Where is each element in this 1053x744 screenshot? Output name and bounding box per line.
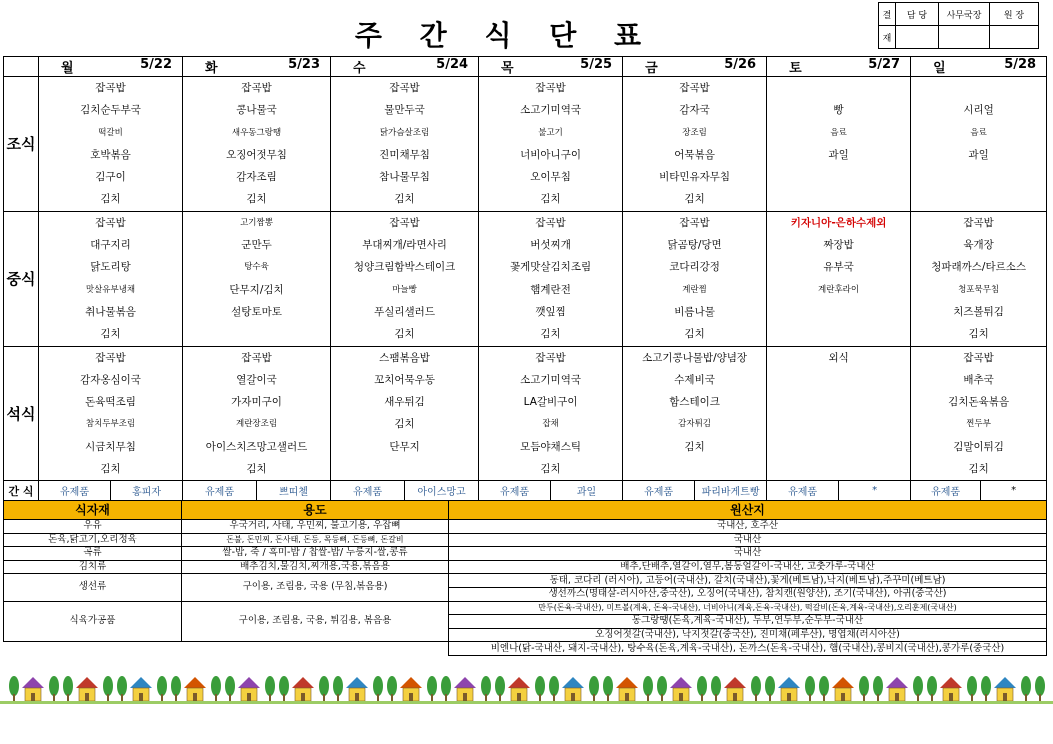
day-name: 토 [789,61,802,76]
menu-item: 잡채 [542,419,559,430]
menu-item: 계란후라이 [818,284,860,295]
tree-icon [265,676,275,701]
menu-cell [911,77,1047,212]
menu-item: 잡곡밥 [241,351,272,364]
tree-icon [387,676,397,701]
menu-item: 모듬야채스틱 [520,440,581,453]
tree-icon [819,676,829,701]
menu-cell [623,77,767,212]
menu-item: 김치 [394,193,415,206]
menu-item: 오징어젓무침 [226,148,287,161]
origin-source: 동태, 코다리 (러시아), 고등어(국내산), 갈치(국내산),꽃게(베트남),낙지(베트남),주꾸미(베트남) [449,574,1047,588]
origin-header-use: 용도 [182,501,449,520]
day-date: 5/23 [288,57,321,72]
tree-icon [279,676,289,701]
tree-icon [765,676,775,701]
menu-cell [479,211,623,346]
menu-item: 외식 [828,351,849,364]
snack-dairy: 유제품 [479,481,551,501]
menu-item: 꽃게맛살김치조림 [509,261,592,274]
menu-item: 잡곡밥 [679,82,710,94]
tree-icon [333,676,343,701]
snack-item: 파리바게트빵 [695,481,767,501]
tree-icon [927,676,937,701]
menu-item: 김치 [540,193,561,206]
origin-source: 국내산 [449,547,1047,561]
menu-cell [331,346,479,481]
menu-item: 잡곡밥 [535,351,566,364]
menu-item: 잡곡밥 [95,216,126,229]
menu-item: 유부국 [823,261,854,274]
day-name: 화 [205,61,218,76]
menu-item: 김치 [394,418,415,431]
breakfast-row [4,77,1047,212]
menu-item: 잡곡밥 [389,82,420,94]
menu-item: 가자미구이 [231,396,282,409]
day-name: 수 [353,61,366,76]
house-icon [76,677,98,701]
day-header [623,57,767,77]
menu-item: 아이스치즈망고샐러드 [205,440,308,453]
menu-cell [911,346,1047,481]
meal-label: 조식 [4,77,39,212]
day-name: 일 [933,61,946,76]
origin-use: 우국거리, 사태, 우민찌, 불고기용, 우잡뼈 [182,520,449,534]
tree-icon [481,676,491,701]
origin-table [3,500,1047,656]
origin-spacer [4,642,449,656]
day-header [911,57,1047,77]
menu-item: 비타민유자무침 [659,171,731,184]
village-decoration [0,672,1053,704]
origin-item: 생선류 [4,574,182,601]
origin-item: 곡류 [4,547,182,561]
menu-item: 잡곡밥 [95,82,126,94]
menu-item: 비름나물 [674,305,715,318]
snack-dairy: 유제품 [911,481,981,501]
day-header [39,57,183,77]
menu-item [767,369,910,391]
menu-item: 소고기미역국 [520,373,581,386]
menu-item: 김치 [246,193,267,206]
tree-icon [225,676,235,701]
menu-item [331,458,478,480]
tree-icon [751,676,761,701]
menu-item [767,301,910,323]
menu-cell [183,346,331,481]
menu-item [183,323,330,345]
corner-cell [4,57,39,77]
house-icon [346,677,368,701]
tree-icon [171,676,181,701]
origin-use: 돈불, 돈민찌, 돈사태, 돈등, 목등뼈, 돈등뼈, 돈갈비 [182,533,449,547]
menu-item: 마늘빵 [392,284,417,295]
menu-cell [767,346,911,481]
origin-source: 오징어젓갈(국내산), 낙지젓갈(중국산), 진미채(페루산), 명엽채(러시아산) [449,628,1047,642]
menu-item: 김말이튀김 [953,440,1004,453]
house-icon [724,677,746,701]
menu-item [767,413,910,435]
menu-cell [39,77,183,212]
menu-item: 참나물무침 [379,171,430,184]
menu-item: 햄계란전 [530,283,571,296]
menu-item: 김치 [968,328,989,341]
menu-item: 참치두부조림 [85,419,136,430]
menu-item: 닭곰탕/당면 [667,239,722,252]
house-icon [778,677,800,701]
menu-item: 돈육떡조림 [85,396,136,409]
day-header [331,57,479,77]
menu-item: 음료 [830,127,847,138]
house-icon [238,677,260,701]
approval-header: 담 당 [896,3,939,26]
menu-cell [331,211,479,346]
origin-item: 우유 [4,520,182,534]
lunch-row [4,211,1047,346]
menu-item: 너비아니구이 [520,148,581,161]
menu-item: 찐두부 [966,419,991,430]
origin-use: 구이용, 조림용, 국용 (무침,볶음용) [182,574,449,601]
snack-row [4,481,1047,501]
tree-icon [549,676,559,701]
house-icon [454,677,476,701]
tree-icon [49,676,59,701]
snack-dairy: 유제품 [39,481,111,501]
origin-source: 배추,단배추,열갈이,열무,봄동얼갈이-국내산, 고춧가루-국내산 [449,560,1047,574]
menu-cell [331,77,479,212]
snack-item: 과일 [551,481,623,501]
menu-item: 김구이 [95,171,126,184]
menu-cell [767,211,911,346]
menu-cell [479,77,623,212]
menu-item: 새우튀김 [384,396,425,409]
origin-item: 돈육,닭고기,오리정육 [4,533,182,547]
menu-item: 김치 [540,328,561,341]
menu-item: 김치돈육볶음 [948,396,1010,409]
menu-item: 시리얼 [963,104,994,117]
tree-icon [805,676,815,701]
menu-item: 코다리강정 [669,261,720,274]
house-icon [940,677,962,701]
meal-label: 중식 [4,211,39,346]
house-icon [508,677,530,701]
origin-source: 국내산, 호주산 [449,520,1047,534]
house-icon [994,677,1016,701]
menu-item [911,166,1046,188]
menu-item: 불고기 [538,127,563,138]
menu-item: 육개장 [963,239,994,252]
day-header [183,57,331,77]
menu-item: 장조림 [682,127,707,138]
house-icon [184,677,206,701]
tree-icon [9,676,19,701]
origin-header-origin: 원산지 [449,501,1047,520]
snack-label: 간 식 [4,481,39,501]
snack-item: * [839,481,911,501]
origin-use: 구이용, 조림용, 국용, 튀김용, 볶음용 [182,601,449,642]
origin-item: 김치류 [4,560,182,574]
snack-dairy: 유제품 [767,481,839,501]
tree-icon [319,676,329,701]
menu-item: 김치 [394,328,415,341]
menu-item: 청파래까스/타르소스 [931,261,1027,274]
menu-item: 김치 [684,328,705,341]
tree-icon [211,676,221,701]
menu-item: 김치 [684,440,705,453]
menu-item: 열갈이국 [236,373,277,386]
tree-icon [441,676,451,701]
house-icon [292,677,314,701]
menu-item: 김치 [684,193,705,206]
page-title: 주 간 식 단 표 [354,19,656,52]
house-icon [616,677,638,701]
menu-item [767,323,910,345]
menu-item: 군만두 [241,239,272,252]
approval-sign-cell [896,26,939,49]
snack-item: * [981,481,1047,501]
menu-item: 감자국 [679,104,710,117]
menu-item [911,188,1046,210]
menu-item: 맛살유부냉채 [85,284,136,295]
tree-icon [1021,676,1031,701]
menu-item [623,458,766,480]
menu-item: 고기짬뽕 [240,217,273,228]
origin-use: 배추김치,물김치,찌개용,국용,볶음용 [182,560,449,574]
house-icon [832,677,854,701]
menu-item: 김치 [100,328,121,341]
origin-item: 식육가공품 [4,601,182,642]
menu-item: 단무지 [389,440,420,453]
menu-item: 꼬치어묵우동 [374,373,435,386]
tree-icon [373,676,383,701]
tree-icon [873,676,883,701]
day-name: 금 [645,61,658,76]
approval-header: 사무국장 [939,3,990,26]
day-date: 5/27 [868,57,901,72]
menu-item: 김치 [540,463,561,476]
meal-label: 석식 [4,346,39,481]
tree-icon [63,676,73,701]
menu-item: 김치 [246,463,267,476]
tree-icon [603,676,613,701]
menu-item: 대구지리 [90,239,131,252]
snack-item: 홍피자 [111,481,183,501]
snack-item: 쁘띠첼 [257,481,331,501]
menu-item: 오이무침 [530,171,571,184]
menu-item: 잡곡밥 [963,351,994,364]
weekly-menu-table [3,56,1047,501]
menu-item [767,391,910,413]
menu-item: 빵 [833,104,844,117]
menu-item: 설탕토마토 [231,305,282,318]
origin-source: 동그랑땡(돈육,계육-국내산), 두부,연두부,순두부-국내산 [449,615,1047,629]
menu-item: 푸실리샐러드 [374,305,435,318]
menu-item: 감자튀김 [678,419,711,430]
menu-cell [767,77,911,212]
menu-cell [183,77,331,212]
tree-icon [495,676,505,701]
snack-dairy: 유제품 [331,481,405,501]
tree-icon [913,676,923,701]
menu-item: 잡곡밥 [963,216,994,229]
menu-item: 김치순두부국 [80,104,141,117]
menu-item: LA갈비구이 [523,396,578,409]
approval-header: 원 장 [990,3,1039,26]
menu-item: 김치 [100,193,121,206]
snack-dairy: 유제품 [623,481,695,501]
menu-item: 떡갈비 [98,127,123,138]
menu-item: 김치 [968,463,989,476]
menu-item: 소고기미역국 [520,104,581,117]
menu-item: 계란장조림 [235,419,278,430]
menu-cell [911,211,1047,346]
menu-item: 수제비국 [674,373,715,386]
menu-item: 감자조림 [236,171,277,184]
menu-cell [623,346,767,481]
origin-source: 비엔나(닭-국내산, 돼지-국내산), 탕수육(돈육,계육-국내산), 돈까스(돈육-국내산), 햄(국내산),콩비지(국내산),콩가루(중국산) [449,642,1047,656]
menu-item: 청양크림함박스테이크 [353,261,456,274]
menu-item [767,188,910,210]
snack-item: 아이스망고 [405,481,479,501]
house-icon [400,677,422,701]
menu-item [767,436,910,458]
menu-item: 깻잎찜 [535,305,566,318]
dinner-row [4,346,1047,481]
menu-item: 부대찌개/라면사리 [362,239,447,252]
snack-dairy: 유제품 [183,481,257,501]
tree-icon [697,676,707,701]
approval-label-bottom: 재 [879,26,896,49]
approval-label-top: 결 [879,3,896,26]
tree-icon [859,676,869,701]
menu-item: 잡곡밥 [389,216,420,229]
menu-item: 취나물볶음 [85,305,136,318]
menu-cell [183,211,331,346]
menu-item: 닭가슴살조림 [379,127,430,138]
tree-icon [117,676,127,701]
origin-use: 쌀-밥, 죽 / 흑미-밥 / 찹쌀-밥/ 누룽지-쌀,콩류 [182,547,449,561]
tree-icon [711,676,721,701]
tree-icon [535,676,545,701]
day-date: 5/24 [436,57,469,72]
origin-header-item: 식자재 [4,501,182,520]
menu-item: 짜장밥 [823,239,854,252]
approval-sign-cell [939,26,990,49]
menu-item [767,77,910,99]
menu-item: 진미채무침 [379,148,430,161]
menu-item: 새우동그랑땡 [231,127,282,138]
house-icon [22,677,44,701]
tree-icon [1035,676,1045,701]
menu-item: 청포묵무침 [958,284,1000,295]
menu-item: 감자옹심이국 [80,373,141,386]
menu-item: 물만두국 [384,104,425,117]
origin-source: 만두(돈육-국내산), 미트볼(계육, 돈육-국내산), 너비아니(계육,돈육-국내산), 떡갈비(돈육,계육-국내산),오리훈제(국내산) [449,601,1047,615]
menu-item: 김치 [100,463,121,476]
house-icon [886,677,908,701]
house-icon [670,677,692,701]
menu-cell [623,211,767,346]
tree-icon [643,676,653,701]
menu-item: 계란찜 [682,284,707,295]
day-date: 5/28 [1004,57,1037,72]
menu-item: 과일 [968,148,989,161]
house-icon [562,677,584,701]
menu-item: 잡곡밥 [535,216,566,229]
menu-item: 과일 [828,148,849,161]
menu-cell [479,346,623,481]
day-date: 5/22 [140,57,173,72]
menu-item: 잡곡밥 [95,351,126,364]
day-name: 월 [61,61,74,76]
menu-item: 호박볶음 [90,148,131,161]
tree-icon [427,676,437,701]
approval-box [878,2,1039,49]
day-date: 5/26 [724,57,757,72]
tree-icon [967,676,977,701]
ground-strip [0,701,1053,704]
tree-icon [589,676,599,701]
menu-cell [39,211,183,346]
day-header [767,57,911,77]
menu-item: 어묵볶음 [674,148,715,161]
menu-item: 잡곡밥 [241,82,272,94]
menu-item: 치즈볼튀김 [953,305,1004,318]
menu-item [767,166,910,188]
tree-icon [157,676,167,701]
day-date: 5/25 [580,57,613,72]
menu-item: 버섯찌개 [530,239,571,252]
menu-item: 단무지/김치 [229,283,284,296]
menu-item: 닭도리탕 [90,261,131,274]
menu-item: 콩나물국 [236,104,277,117]
menu-item: 배추국 [963,373,994,386]
tree-icon [103,676,113,701]
day-name: 목 [501,61,514,76]
menu-item: 잡곡밥 [535,82,566,94]
menu-item: 시금치무침 [85,440,136,453]
menu-item: 소고기콩나물밥/양념장 [642,351,748,364]
tree-icon [981,676,991,701]
menu-item: 키자니아-은하수제외 [790,216,887,229]
menu-item: 잡곡밥 [679,216,710,229]
house-icon [130,677,152,701]
day-header [479,57,623,77]
menu-item [767,458,910,480]
menu-cell [39,346,183,481]
menu-item: 음료 [970,127,987,138]
tree-icon [657,676,667,701]
approval-sign-cell [990,26,1039,49]
menu-item [911,77,1046,99]
menu-item: 함스테이크 [669,396,720,409]
menu-item: 탕수육 [244,262,269,273]
origin-source: 생선까스(명태살-러시아산,중국산), 오징어(국내산), 참치캔(원양산), 조기(국내산), 아귀(중국산) [449,587,1047,601]
menu-item: 스팸볶음밥 [379,351,430,364]
origin-source: 국내산 [449,533,1047,547]
